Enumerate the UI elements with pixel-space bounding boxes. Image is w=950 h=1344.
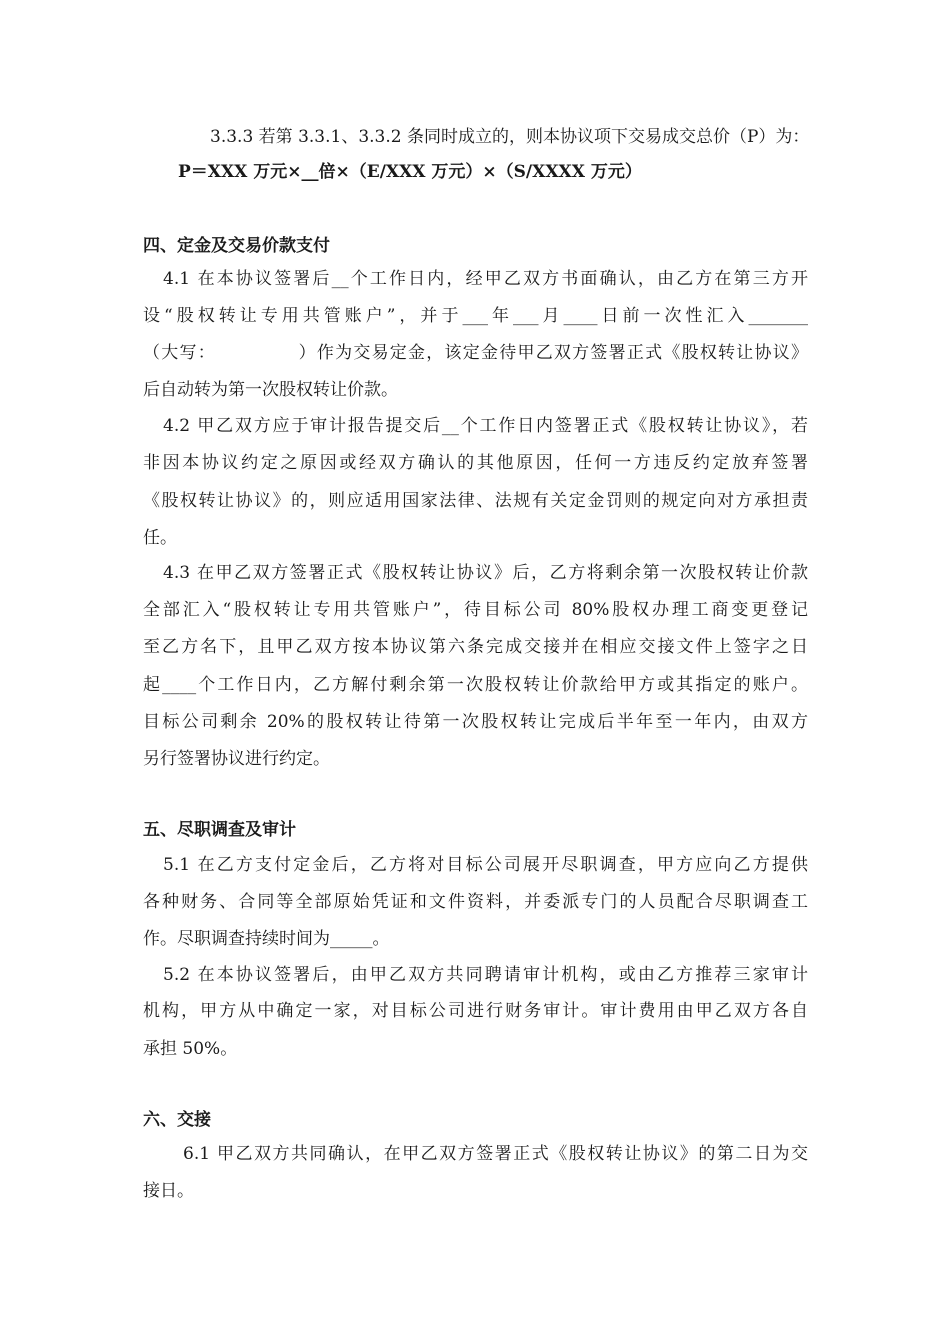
section-4-heading: 四、定金及交易价款支付 [143, 236, 330, 256]
clause-4-2-line-3: 《股权转让协议》的，则应适用国家法律、法规有关定金罚则的规定向对方承担责 [143, 491, 808, 511]
clause-3-3-3: 3.3.3 若第 3.3.1、3.3.2 条同时成立的，则本协议项下交易成交总价（P）为： [210, 127, 810, 147]
clause-4-1-line-3: （大写： ）作为交易定金，该定金待甲乙双方签署正式《股权转让协议》 [143, 343, 808, 363]
clause-4-3-line-1: 4.3 在甲乙双方签署正式《股权转让协议》后，乙方将剩余第一次股权转让价款 [163, 563, 808, 583]
clause-5-1-line-2: 各种财务、合同等全部原始凭证和文件资料，并委派专门的人员配合尽职调查工 [143, 892, 808, 912]
clause-4-3-line-3: 至乙方名下，且甲乙双方按本协议第六条完成交接并在相应交接文件上签字之日 [143, 637, 808, 657]
clause-4-2-line-1: 4.2 甲乙双方应于审计报告提交后__个工作日内签署正式《股权转让协议》，若 [163, 416, 808, 436]
clause-4-1-line-1: 4.1 在本协议签署后__个工作日内，经甲乙双方书面确认，由乙方在第三方开 [163, 269, 808, 289]
clause-4-2-line-4: 任。 [143, 528, 177, 548]
clause-4-1-line-4: 后自动转为第一次股权转让价款。 [143, 380, 398, 400]
clause-4-3-line-2: 全部汇入“股权转让专用共管账户”，待目标公司 80%股权办理工商变更登记 [143, 600, 808, 620]
clause-5-2-line-1: 5.2 在本协议签署后，由甲乙双方共同聘请审计机构，或由乙方推荐三家审计 [163, 965, 808, 985]
clause-5-1-line-3: 作。尽职调查持续时间为_____。 [143, 929, 390, 949]
clause-4-3-line-6: 另行签署协议进行约定。 [143, 749, 330, 769]
price-formula: P＝XXX 万元×__倍×（E/XXX 万元）×（S/XXXX 万元） [178, 162, 642, 182]
clause-5-1-line-1: 5.1 在乙方支付定金后，乙方将对目标公司展开尽职调查，甲方应向乙方提供 [163, 855, 808, 875]
clause-5-2-line-3: 承担 50%。 [143, 1039, 238, 1059]
clause-6-1-line-1: 6.1 甲乙双方共同确认，在甲乙双方签署正式《股权转让协议》的第二日为交 [183, 1144, 808, 1164]
clause-4-2-line-2: 非因本协议约定之原因或经双方确认的其他原因，任何一方违反约定放弃签署 [143, 453, 808, 473]
clause-4-3-line-5: 目标公司剩余 20%的股权转让待第一次股权转让完成后半年至一年内，由双方 [143, 712, 808, 732]
clause-4-3-line-4: 起____个工作日内，乙方解付剩余第一次股权转让价款给甲方或其指定的账户。 [143, 675, 808, 695]
clause-5-2-line-2: 机构，甲方从中确定一家，对目标公司进行财务审计。审计费用由甲乙双方各自 [143, 1001, 808, 1021]
clause-4-1-line-2: 设“股权转让专用共管账户”，并于___年___月____日前一次性汇入_______ [143, 306, 808, 326]
section-5-heading: 五、尽职调查及审计 [143, 820, 296, 840]
clause-6-1-line-2: 接日。 [143, 1181, 194, 1201]
section-6-heading: 六、交接 [143, 1110, 211, 1130]
